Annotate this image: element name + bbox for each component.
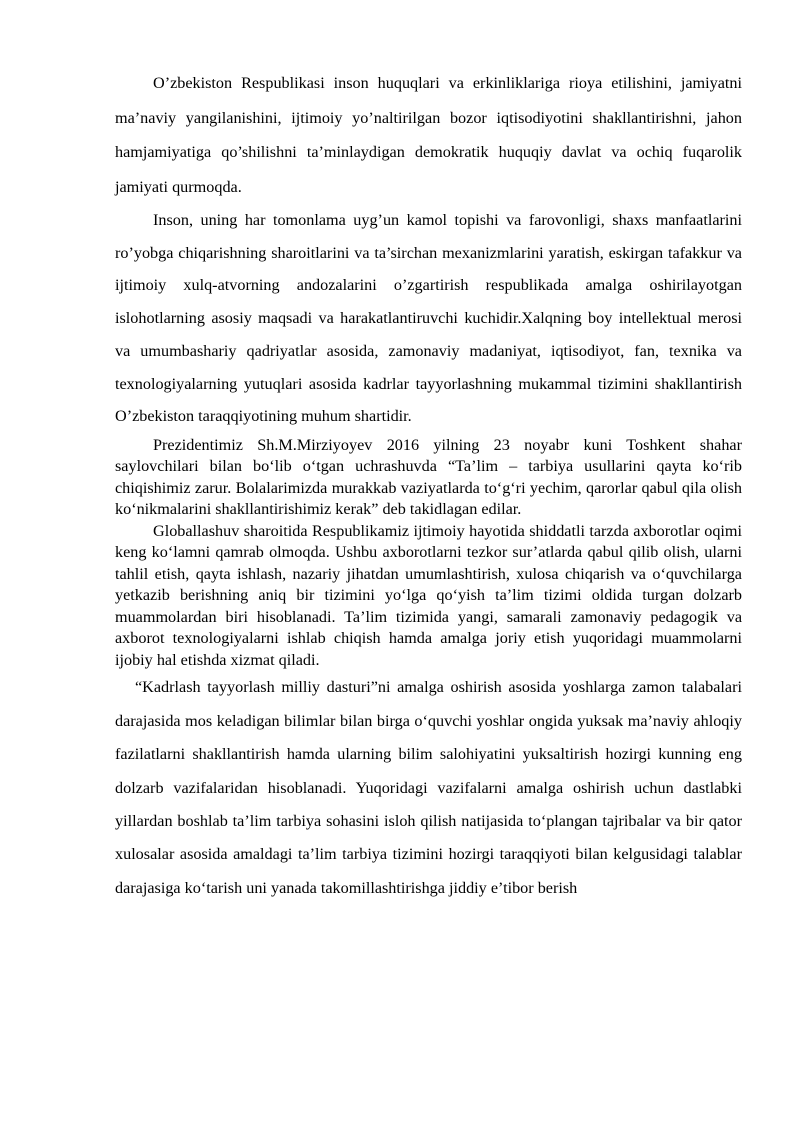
paragraph-3: Prezidentimiz Sh.M.Mirziyoyev 2016 yilning 23 noyabr kuni Toshkent shahar saylovchilari bilan bo‘lib o‘tgan uchrashuvda “Ta’lim – tarbiya usullarini qayta ko‘rib chiqishimiz zarur. Bolalarimizda murakkab vaziyatlarda to‘g‘ri yechim, qarorlar qabul qila olish ko‘nikmalarini shakllantirishimiz kerak” deb takidlagan edilar.: [115, 435, 742, 519]
paragraph-4: Globallashuv sharoitida Respublikamiz ijtimoiy hayotida shiddatli tarzda axborotlar oqimi keng ko‘lamni qamrab olmoqda. Ushbu axborotlarni tezkor sur’atlarda qabul qilib olish, ularni tahlil etish, qayta ishlash, nazariy jihatdan umumlashtirish, xulosa chiqarish va o‘quvchilarga yetkazib berishning aniq bir tizimini yo‘lga qo‘yish ta’lim tizimi oldida turgan dolzarb muammolardan biri hisoblanadi. Ta’lim tizimida yangi, samarali zamonaviy pedagogik va axborot texnologiyalarni ishlab chiqish hamda amalga joriy etish yuqoridagi muammolarni ijobiy hal etishda xizmat qiladi.: [115, 521, 742, 669]
document-page: [115, 66, 742, 905]
paragraph-5: “Kadrlash tayyorlash milliy dasturi”ni amalga oshirish asosida yoshlarga zamon talabalari darajasida mos keladigan bilimlar bilan birga o‘quvchi yoshlar ongida yuksak ma’naviy ahloqiy fazilatlarni shakllantirish hamda ularning bilim salohiyatini yuksaltirish hozirgi kunning eng dolzarb vazifalaridan hisoblanadi. Yuqoridagi vazifalarni amalga oshirish uchun dastlabki yillardan boshlab ta’lim tarbiya sohasini isloh qilish natijasida to‘plangan tajribalar va bir qator xulosalar asosida amaldagi ta’lim tarbiya tizimini hozirgi taraqqiyoti bilan kelgusidagi talablar darajasiga ko‘tarish uni yanada takomillashtirishga jiddiy e’tibor berish: [115, 678, 742, 897]
paragraph-1: O’zbekiston Respublikasi inson huquqlari va erkinliklariga rioya etilishini, jamiyatni ma’naviy yangilanishini, ijtimoiy yo’naltirilgan bozor iqtisodiyotini shakllantirishni, jahon hamjamiyatiga qo’shilishni ta’minlaydigan demokratik huquqiy davlat va ochiq fuqarolik jamiyati qurmoqda.: [115, 74, 742, 196]
paragraph-2: Inson, uning har tomonlama uyg’un kamol topishi va farovonligi, shaxs manfaatlarini ro’yobga chiqarishning sharoitlarini va ta’sirchan mexanizmlarini yaratish, eskirgan tafakkur va ijtimoiy xulq-atvorning andozalarini o’zgartirish respublikada amalga oshirilayotgan islohotlarning asosiy maqsadi va harakatlantiruvchi kuchidir.Xalqning boy intellektual merosi va umumbashariy qadriyatlar asosida, zamonaviy madaniyat, iqtisodiyot, fan, texnika va texnologiyalarning yutuqlari asosida kadrlar tayyorlashning mukammal tizimini shakllantirish O’zbekiston taraqqiyotining muhum shartidir.: [115, 211, 742, 426]
